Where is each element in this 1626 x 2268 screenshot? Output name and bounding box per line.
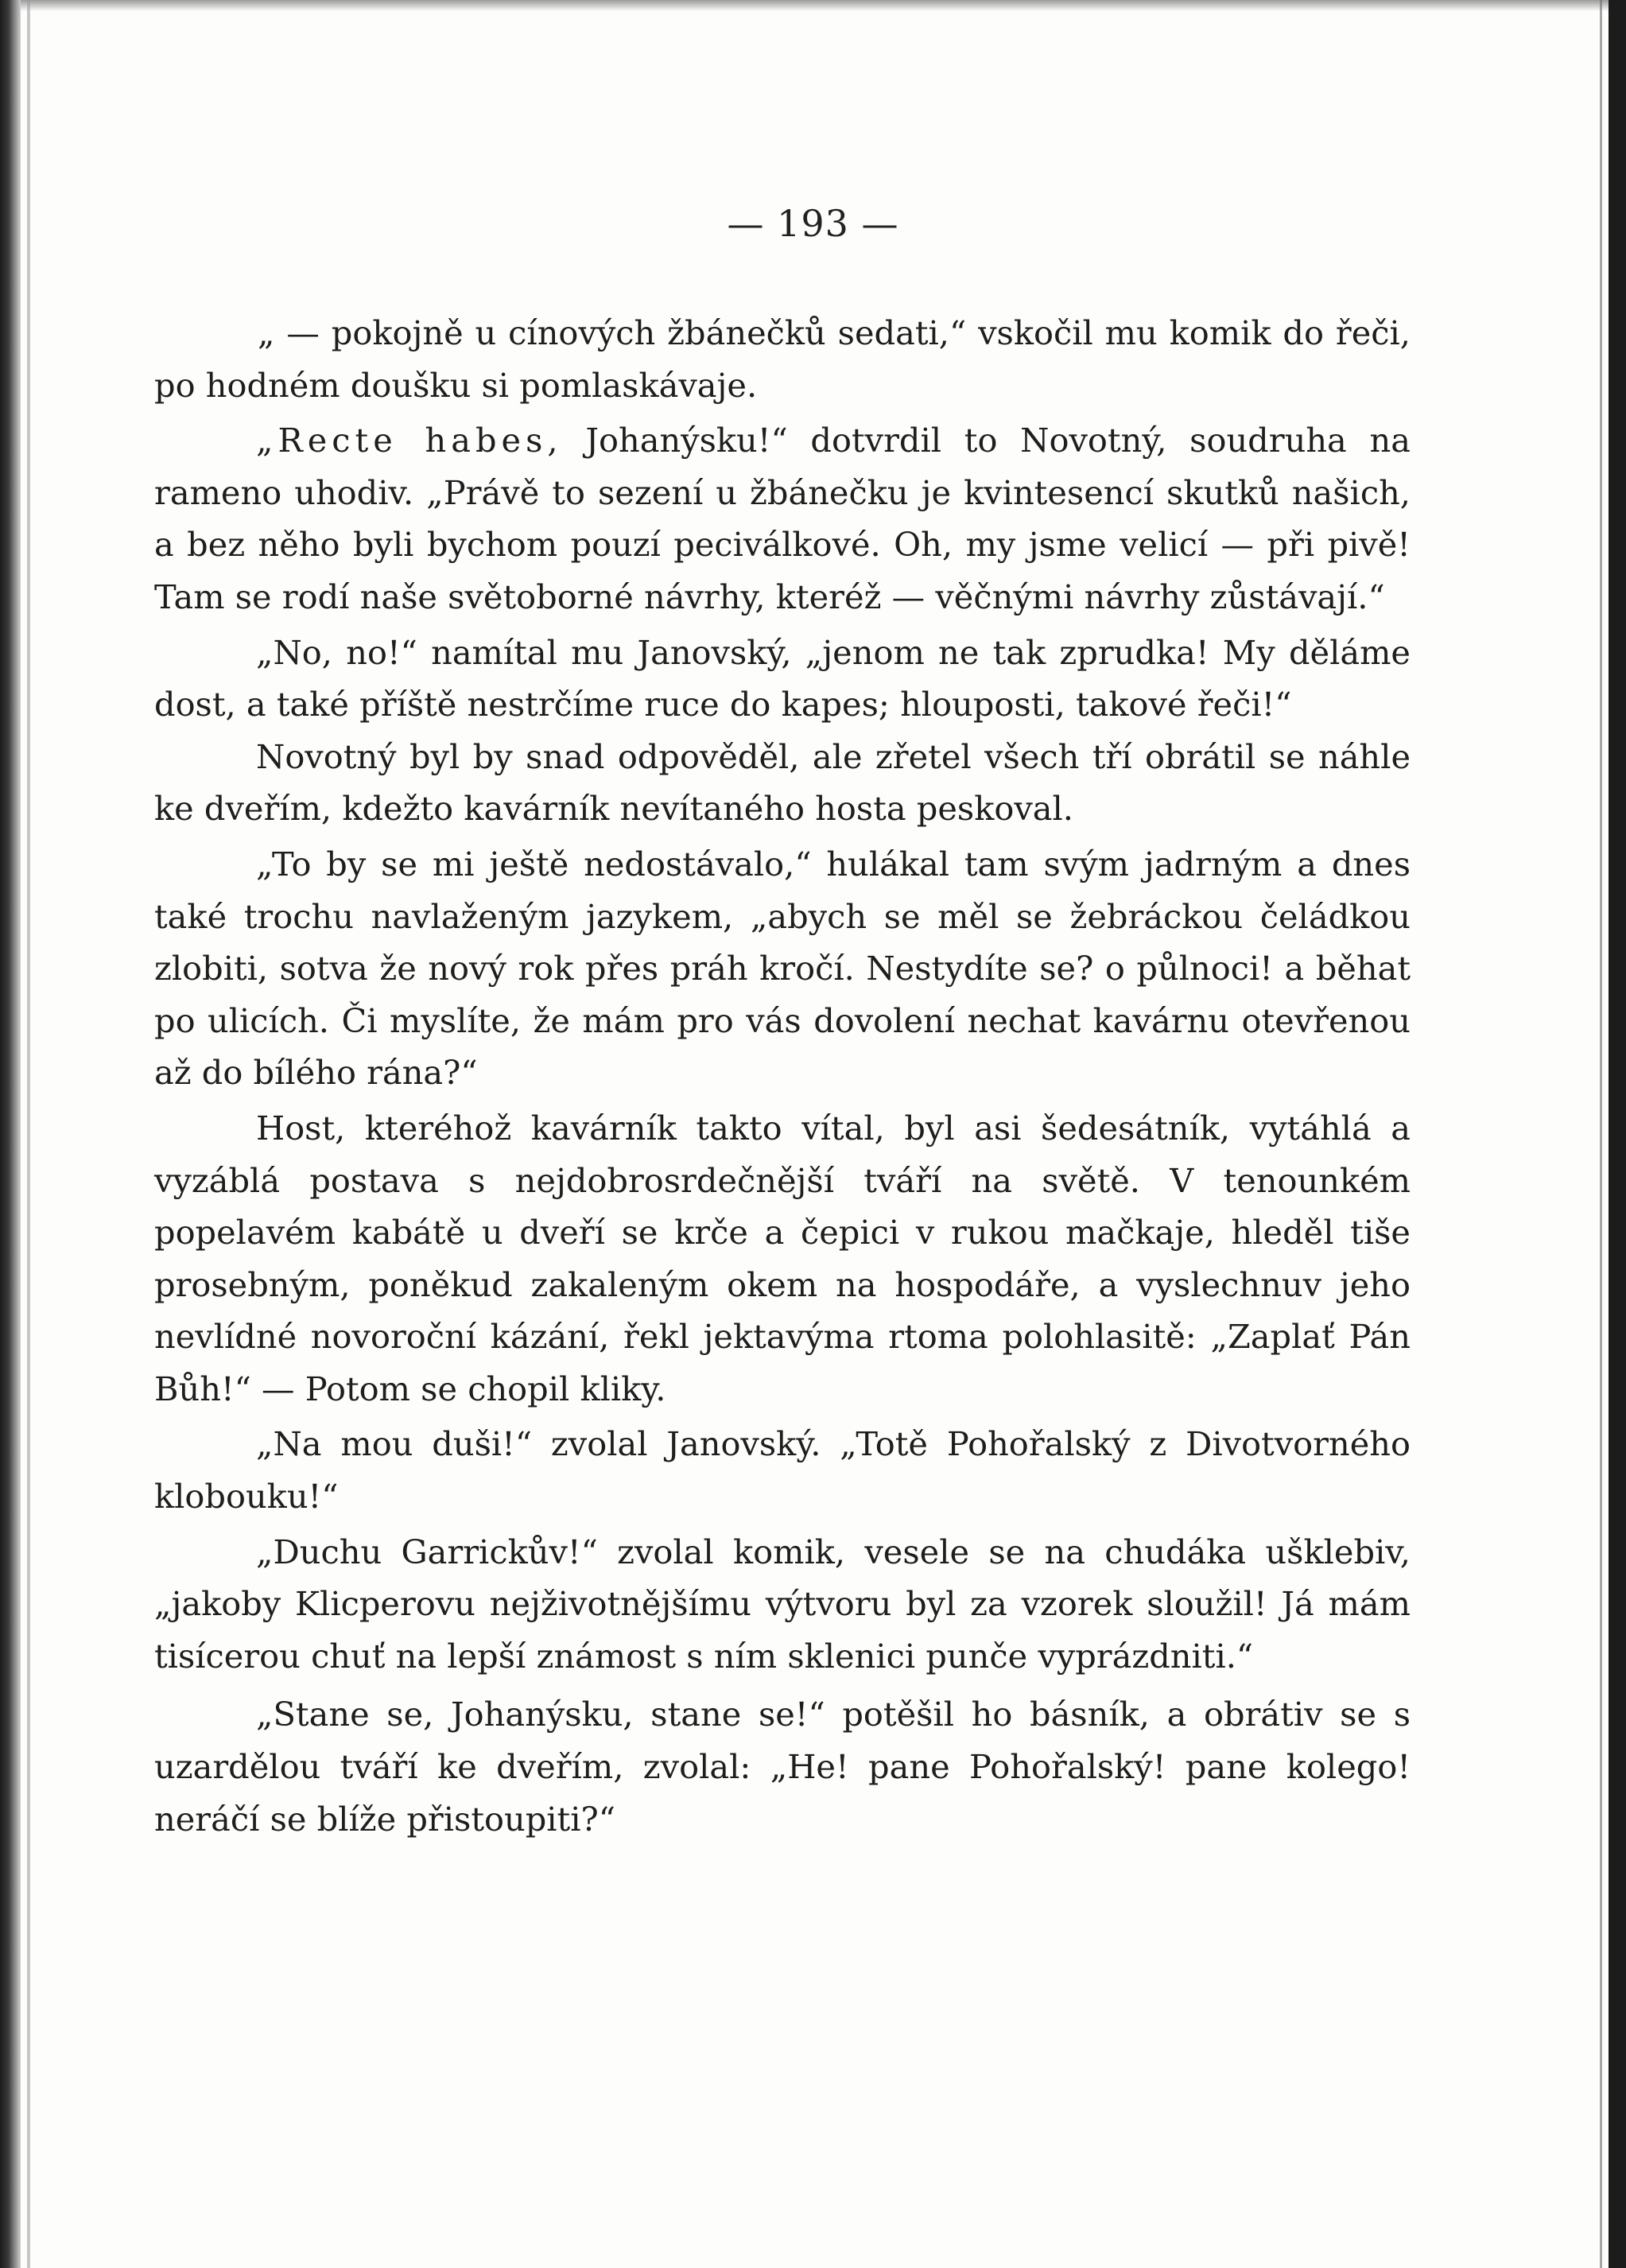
body-text xyxy=(154,307,1411,1845)
paragraph-text: Host, kteréhož kavárník takto vítal, byl asi šedesátník, vytáhlá a vyzáblá postava s nejdobrosrdečnější tváří na světě. V tenounkém popelavém kabátě u dveří se krče a čepici v rukou mačkaje, hleděl tiše prosebným, poněkud zakaleným okem na hospodáře, a vyslechnuv jeho nevlídné novoroční kázání, řekl jektavýma rtoma polohlasitě: „Zaplať Pán Bůh!“ — Potom se chopil kliky. xyxy=(154,1108,1411,1408)
page-left-edge xyxy=(27,0,30,2268)
paragraph-text: „Duchu Garrickův!“ zvolal komik, vesele se na chudáka ušklebiv, „jakoby Klicperovu nejživotnějšímu výtvoru byl za vzorek sloužil! Já mám tisícerou chuť na lepší známost s ním sklenici punče vyprázdniti.“ xyxy=(154,1532,1411,1676)
paragraph-text: „No, no!“ namítal mu Janovský, „jenom ne tak zprudka! My děláme dost, a také příště nestrčíme ruce do kapes; hlouposti, takové řeči!“ xyxy=(154,632,1411,724)
page-number: — 193 — xyxy=(727,202,899,245)
paragraph xyxy=(154,1526,1411,1683)
paragraph-text: „Na mou duši!“ zvolal Janovský. „Totě Pohořalský z Divotvorného klobouku!“ xyxy=(154,1424,1411,1517)
page-right-edge xyxy=(1600,0,1602,2268)
paragraph-text: „ — pokojně u cínových žbánečků sedati,“ vskočil mu komik do řeči, po hodném doušku si pomlaskávaje. xyxy=(154,313,1411,405)
paragraph xyxy=(154,307,1411,411)
paragraph xyxy=(154,731,1411,835)
paragraph xyxy=(154,1688,1411,1845)
scan-right-border xyxy=(1609,0,1626,2268)
paragraph xyxy=(154,1102,1411,1416)
paragraph-text: Johanýsku!“ dotvrdil to Novotný, soudruha na rameno uhodiv. „Právě to sezení u žbánečku je kvintesencí skutků našich, a bez něho byli bychom pouzí peciválkové. Oh, my jsme velicí — při pivě! Tam se rodí naše světoborné návrhy, kteréž — věčnými návrhy zůstávají.“ xyxy=(154,421,1411,616)
paragraph-text: „To by se mi ještě nedostávalo,“ hulákal tam svým jadrným a dnes také trochu navlaženým jazykem, „abych se měl se žebráckou čeládkou zlobiti, sotva že nový rok přes práh kročí. Nestydíte se? o půlnoci! a běhat po ulicích. Či myslíte, že mám pro vás dovolení nechat kavárnu otevřenou až do bílého rána?“ xyxy=(154,844,1411,1093)
paragraph-text: Novotný byl by snad odpověděl, ale zřetel všech tří obrátil se náhle ke dveřím, kdežto kavárník nevítaného hosta peskoval. xyxy=(154,736,1411,829)
paragraph xyxy=(154,414,1411,623)
paragraph xyxy=(154,838,1411,1099)
binding-shadow xyxy=(0,0,21,2268)
page-top-edge xyxy=(0,0,1626,11)
paragraph-text: „Stane se, Johanýsku, stane se!“ potěšil ho básník, a obrátiv se s uzardělou tváří ke dveřím, zvolal: „He! pane Pohořalský! pane kolego! neráčí se blíže přistoupiti?“ xyxy=(154,1695,1411,1839)
paragraph xyxy=(154,1418,1411,1522)
paragraph xyxy=(154,627,1411,731)
paragraph-lead-spaced: „Recte habes, xyxy=(256,421,563,460)
